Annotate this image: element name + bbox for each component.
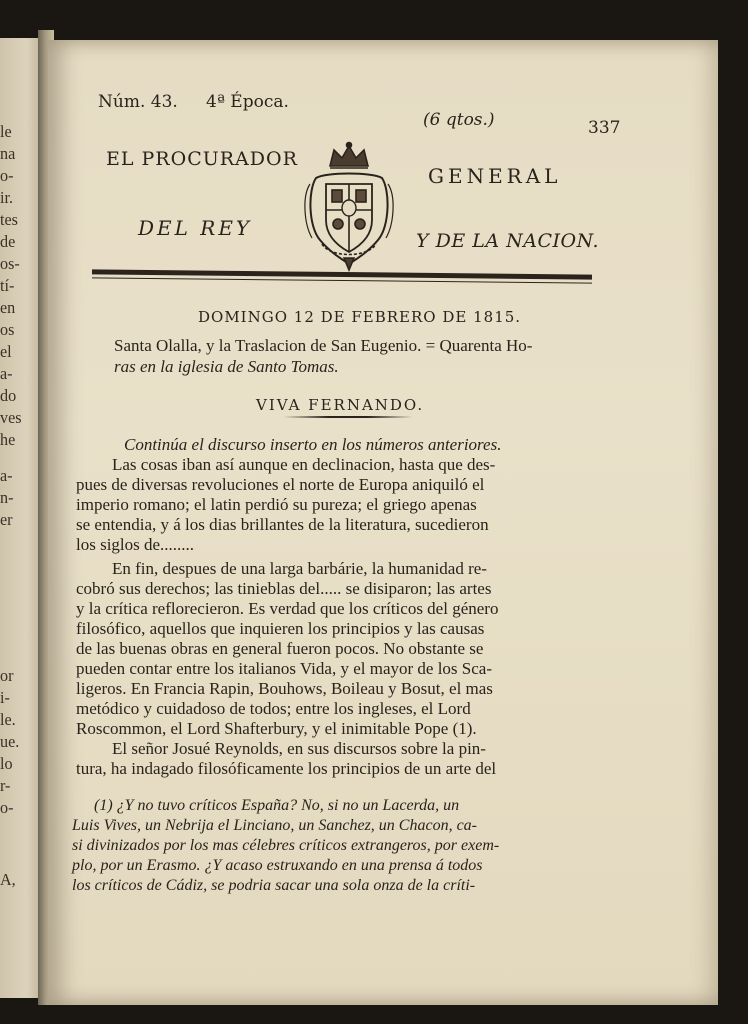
left-page-fragment: tes <box>0 210 18 229</box>
body-line: El señor Josué Reynolds, en sus discursos sobre la pin- <box>112 739 486 758</box>
left-page-fragment: or <box>0 666 14 685</box>
left-page-fragment: le <box>0 122 12 141</box>
newspaper-page <box>48 40 718 1005</box>
body-line: metódico y cuidadoso de todos; entre los ingleses, el Lord <box>76 699 471 718</box>
royal-coat-of-arms-icon <box>300 140 398 272</box>
left-page-fragment: os- <box>0 254 20 273</box>
left-page-fragment: a- <box>0 364 13 383</box>
left-page-fragment: r- <box>0 776 11 795</box>
left-page-fragment: tí- <box>0 276 15 295</box>
left-page-fragment: le. <box>0 710 16 729</box>
left-page-fragment: o- <box>0 166 14 185</box>
masthead-title-part: DEL REY <box>138 216 253 240</box>
body-line: de las buenas obras en general fueron pocos. No obstante se <box>76 639 484 658</box>
body-line: y la crítica reflorecieron. Es verdad que los críticos del género <box>76 599 499 618</box>
body-line: los siglos de........ <box>76 535 195 554</box>
footnote-line: si divinizados por los mas célebres críticos extrangeros, por exem- <box>72 837 500 854</box>
page-number: 337 <box>588 118 621 138</box>
epoch-label: 4ª Época. <box>206 92 289 112</box>
dateline: DOMINGO 12 DE FEBRERO DE 1815. <box>198 308 522 326</box>
body-line: se entendia, y á los dias brillantes de la literatura, sucedieron <box>76 515 489 534</box>
motto-rule <box>283 416 413 418</box>
motto: VIVA FERNANDO. <box>256 396 425 414</box>
left-page-fragment: er <box>0 510 13 529</box>
left-page-fragment: el <box>0 342 12 361</box>
price-label: (6 qtos.) <box>423 110 495 130</box>
left-page-fragment: ue. <box>0 732 20 751</box>
intro-line: Santa Olalla, y la Traslacion de San Eugenio. = Quarenta Ho- <box>114 336 533 355</box>
body-line: cobró sus derechos; las tinieblas del..... se disiparon; las artes <box>76 579 492 598</box>
left-page-fragment: ves <box>0 408 22 427</box>
body-line: En fin, despues de una larga barbárie, la humanidad re- <box>112 559 487 578</box>
body-line: Las cosas iban así aunque en declinacion, hasta que des- <box>112 455 496 474</box>
intro-line: ras en la iglesia de Santo Tomas. <box>114 357 339 376</box>
left-page-fragment: na <box>0 144 16 163</box>
footnote-line: (1) ¿Y no tuvo críticos España? No, si no un Lacerda, un <box>94 797 460 814</box>
masthead-title-part: EL PROCURADOR <box>106 148 298 170</box>
body-line: imperio romano; el latin perdió su pureza; el griego apenas <box>76 495 477 514</box>
section-subheading: Continúa el discurso inserto en los números anteriores. <box>124 435 502 454</box>
left-page-fragment: ir. <box>0 188 14 207</box>
body-line: ligeros. En Francia Rapin, Bouhows, Boileau y Bosut, el mas <box>76 679 493 698</box>
body-line: tura, ha indagado filosóficamente los principios de un arte del <box>76 759 497 778</box>
left-page-fragment: o- <box>0 798 14 817</box>
left-page-fragment: a- <box>0 466 13 485</box>
left-page-fragment: i- <box>0 688 10 707</box>
footnote-line: los críticos de Cádiz, se podria sacar una sola onza de la críti- <box>72 877 476 894</box>
left-page-fragment: en <box>0 298 16 317</box>
left-page-fragment: de <box>0 232 16 251</box>
body-line: filosófico, aquellos que inquieren los principios y las causas <box>76 619 485 638</box>
left-page-fragment: do <box>0 386 17 405</box>
body-line: pueden contar entre los italianos Vida, y el mayor de los Sca- <box>76 659 492 678</box>
body-line: pues de diversas revoluciones el norte de Europa aniquiló el <box>76 475 485 494</box>
left-page-fragment: A, <box>0 870 16 889</box>
footnote-line: plo, por un Erasmo. ¿Y acaso estruxando en una prensa á todos <box>72 857 483 874</box>
left-page-fragment: lo <box>0 754 13 773</box>
body-line: Roscommon, el Lord Shafterbury, y el inimitable Pope (1). <box>76 719 477 738</box>
left-page-fragment: he <box>0 430 16 449</box>
masthead-title-part: Y DE LA NACION. <box>416 230 600 252</box>
masthead-title-part: GENERAL <box>428 164 562 188</box>
issue-number: Núm. 43. <box>98 92 178 112</box>
left-page-fragment: os <box>0 320 15 339</box>
left-page-fragment: n- <box>0 488 14 507</box>
footnote-line: Luis Vives, un Nebrija el Linciano, un Sanchez, un Chacon, ca- <box>72 817 477 834</box>
